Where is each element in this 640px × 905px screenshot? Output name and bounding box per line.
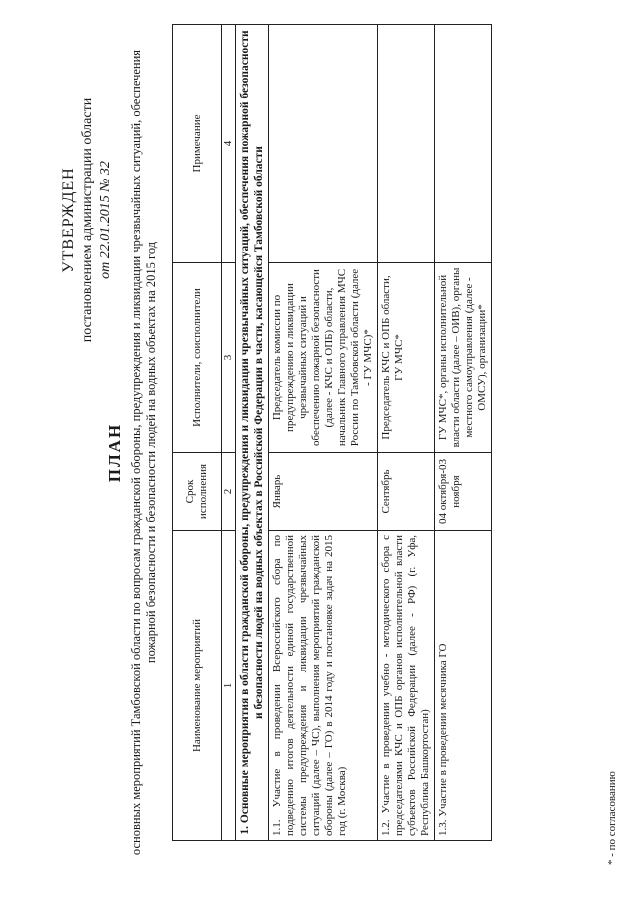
column-number: 2 [222, 453, 236, 531]
approved-date: от 22.01.2015 № 32 [98, 161, 113, 279]
plan-subtitle: основных мероприятий Тамбовской области по вопросам гражданской обороны, предупреждения и ликвидации чрезвычайных ситуаций, обеспечения пожарной безопасности и безопасности людей на водных объектах на 2015 год [129, 49, 158, 856]
activity-note [378, 25, 435, 263]
column-header: Срок исполнения [173, 453, 222, 531]
table-row [435, 25, 492, 841]
column-number-row [222, 25, 236, 841]
plan-title: ПЛАН [105, 422, 124, 483]
column-number: 4 [222, 25, 236, 263]
plan-table [172, 24, 492, 841]
table-row [269, 25, 378, 841]
footnote: * - по согласованию [606, 771, 618, 865]
activity-note [435, 25, 492, 263]
activity-note [269, 25, 378, 263]
column-header: Примечание [173, 25, 222, 263]
approved-heading: УТВЕРЖДЕН [60, 167, 77, 273]
approved-by: постановлением администрации области [80, 97, 95, 343]
activity-term: Январь [269, 453, 378, 531]
section-row [236, 25, 269, 841]
activity-name: 1.3. Участие в проведении месячника ГО [435, 531, 492, 841]
activity-name: 1.1. Участие в проведении Всероссийского сбора по подведению итогов деятельности единой государственной системы предупреждения и ликвидации чрезвычайных ситуаций (далее – ЧС), выполнения мероприятий гражданской обороны (далее – ГО) в 2014 году и постановке задач на 2015 год (г. Москва) [269, 531, 378, 841]
section-title: 1. Основные мероприятия в области гражданской обороны, предупреждения и ликвидации чрезвычайных ситуаций, обеспечения пожарной безопасности и безопасности людей на водных объектах в Российской Федерации в части, касающейся Тамбовской области [236, 25, 269, 841]
plan-heading [105, 40, 159, 865]
column-number: 1 [222, 531, 236, 841]
activity-term: 04 октября-03 ноября [435, 453, 492, 531]
column-header: Наименование мероприятий [173, 531, 222, 841]
column-header: Исполнители, соисполнители [173, 263, 222, 453]
activity-executors: ГУ МЧС*, органы исполнительной власти области (далее – ОИВ), органы местного самоуправления (далее - ОМСУ), организации* [435, 263, 492, 453]
activity-executors: Председатель комиссии по предупреждению и ликвидации чрезвычайных ситуаций и обеспечению пожарной безопасности (далее - КЧС и ОПБ) области, начальник Главного управления МЧС России по Тамбовской области (далее - ГУ МЧС)* [269, 263, 378, 453]
activity-term: Сентябрь [378, 453, 435, 531]
table-header-row [173, 25, 222, 841]
activity-name: 1.2. Участие в проведении учебно - методического сбора с председателями КЧС и ОПБ органов исполнительной власти субъектов Российской Федерации (далее - РФ) (г. Уфа, Республика Башкортостан) [378, 531, 435, 841]
activity-executors: Председатель КЧС и ОПБ области, ГУ МЧС* [378, 263, 435, 453]
table-row [378, 25, 435, 841]
column-number: 3 [222, 263, 236, 453]
